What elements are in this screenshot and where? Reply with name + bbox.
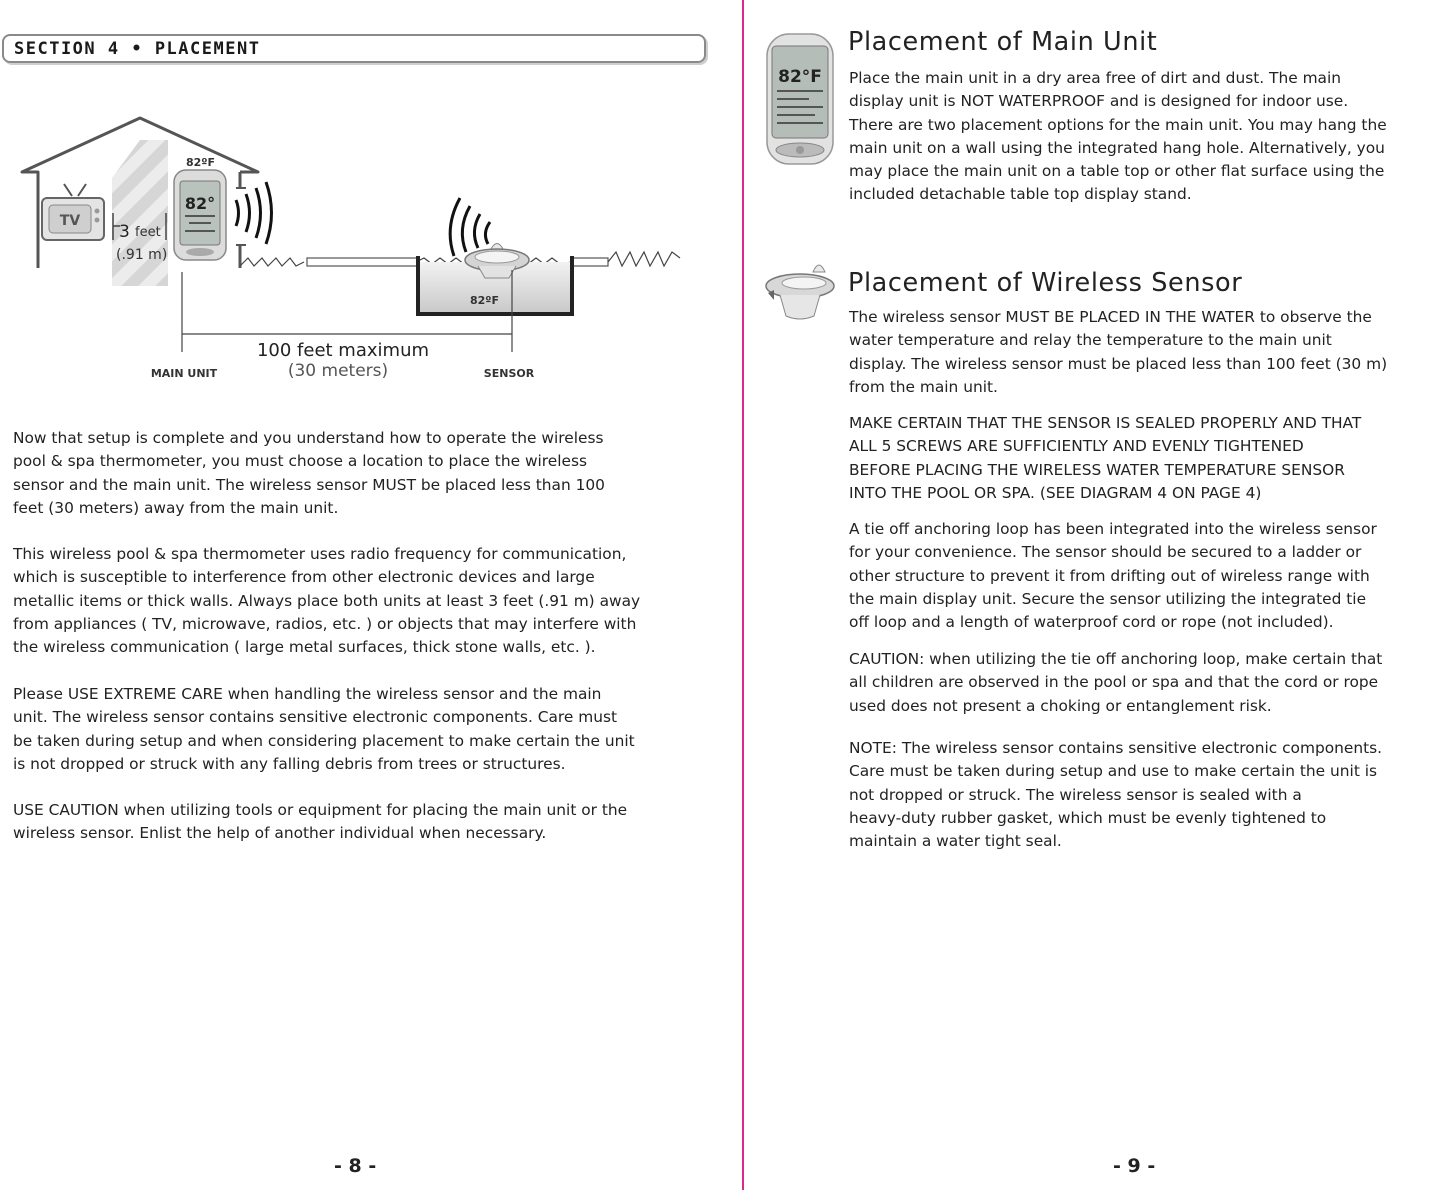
placement-diagram xyxy=(0,110,700,390)
main-unit-paragraph: Place the main unit in a dry area free of dirt and dust. The main display unit is NOT WATERPROOF and is designed for indoor use. There are two placement options for the main unit. You may hang the main unit on a wall using the integrated hang hole. Alternatively, you may place the main unit on a table top or other flat surface using the included detachable table top display stand. xyxy=(849,69,1387,204)
range-label: 100 feet maximum xyxy=(256,340,430,361)
distance-metric: (.91 m) xyxy=(116,247,168,263)
tv-label: TV xyxy=(59,213,81,229)
caution-paragraph: USE CAUTION when utilizing tools or equipment for placing the main unit or the wireless sensor. Enlist the help of another individual when necessary. xyxy=(13,801,628,843)
page-number-left: - 8 - xyxy=(334,1155,377,1177)
interference-paragraph: This wireless pool & spa thermometer uses radio frequency for communication, which is susceptible to interference from other electronic devices and large metallic items or thick walls. Always place both units at least 3 feet (.91 m) away from appliances ( TV, microwave, radios, etc. ) or objects that may interfere with the wireless communication ( large metal surfaces, thick stone walls, etc. ). xyxy=(13,545,641,657)
main-unit-image xyxy=(760,30,840,170)
sensor-caution-paragraph: CAUTION: when utilizing the tie off anchoring loop, make certain that all children are observed in the pool or spa and that the cord or rope used does not present a choking or entanglement risk. xyxy=(849,650,1383,715)
sensor-signal-icon xyxy=(450,198,490,256)
section-title: SECTION 4 • PLACEMENT xyxy=(14,39,261,59)
sensor-loop-paragraph: A tie off anchoring loop has been integrated into the wireless sensor for your convenience. The sensor should be secured to a ladder or other structure to prevent it from drifting out of wireless range with the main display unit. Secure the sensor utilizing the integrated tie off loop and a length of waterproof cord or rope (not included). xyxy=(849,520,1377,632)
sensor-note-paragraph: NOTE: The wireless sensor contains sensitive electronic components. Care must be taken during setup and use to make certain the unit is not dropped or struck. The wireless sensor is sealed with a heavy-duty rubber gasket, which must be evenly tightened to maintain a water tight seal. xyxy=(849,739,1383,851)
section-header xyxy=(2,34,706,63)
main-unit-temp: 82ºF xyxy=(186,156,216,169)
main-unit-heading: Placement of Main Unit xyxy=(848,27,1158,57)
main-unit-signal-icon xyxy=(236,182,272,244)
intro-paragraph: Now that setup is complete and you understand how to operate the wireless pool & spa thermometer, you must choose a location to place the wireless sensor and the main unit. The wireless sensor MUST be placed less than 100 feet (30 meters) away from the main unit. xyxy=(13,429,605,517)
sensor-image xyxy=(760,260,840,330)
main-unit-label: MAIN UNIT xyxy=(150,367,218,380)
sensor-water-paragraph: The wireless sensor MUST BE PLACED IN THE WATER to observe the water temperature and relay the temperature to the main unit display. The wireless sensor must be placed less than 100 feet (30 m) from the main unit. xyxy=(849,308,1388,396)
sensor-temp: 82ºF xyxy=(470,294,500,307)
care-paragraph: Please USE EXTREME CARE when handling the wireless sensor and the main unit. The wireless sensor contains sensitive electronic components. Care must be taken during setup and when considering placement to make certain the unit is not dropped or struck with any falling debris from trees or structures. xyxy=(13,685,635,773)
main-unit-device xyxy=(174,156,226,260)
page-divider xyxy=(742,0,744,1190)
clearance-zone xyxy=(112,140,168,286)
main-unit-image-reading: 82°F xyxy=(778,67,822,87)
page-number-right: - 9 - xyxy=(1113,1155,1156,1177)
sensor-seal-paragraph: MAKE CERTAIN THAT THE SENSOR IS SEALED PROPERLY AND THAT ALL 5 SCREWS ARE SUFFICIENTLY AND EVENLY TIGHTENED BEFORE PLACING THE WIRELESS WATER TEMPERATURE SENSOR INTO THE POOL OR SPA. (SEE DIAGRAM 4 ON PAGE 4) xyxy=(849,414,1362,502)
main-unit-reading: 82° xyxy=(184,194,216,213)
distance-value: 3 xyxy=(119,222,130,242)
range-metric: (30 meters) xyxy=(287,361,389,381)
sensor-heading: Placement of Wireless Sensor xyxy=(848,268,1243,298)
tv-icon xyxy=(42,184,104,240)
distance-unit: feet xyxy=(135,225,161,240)
sensor-label: SENSOR xyxy=(483,367,535,380)
